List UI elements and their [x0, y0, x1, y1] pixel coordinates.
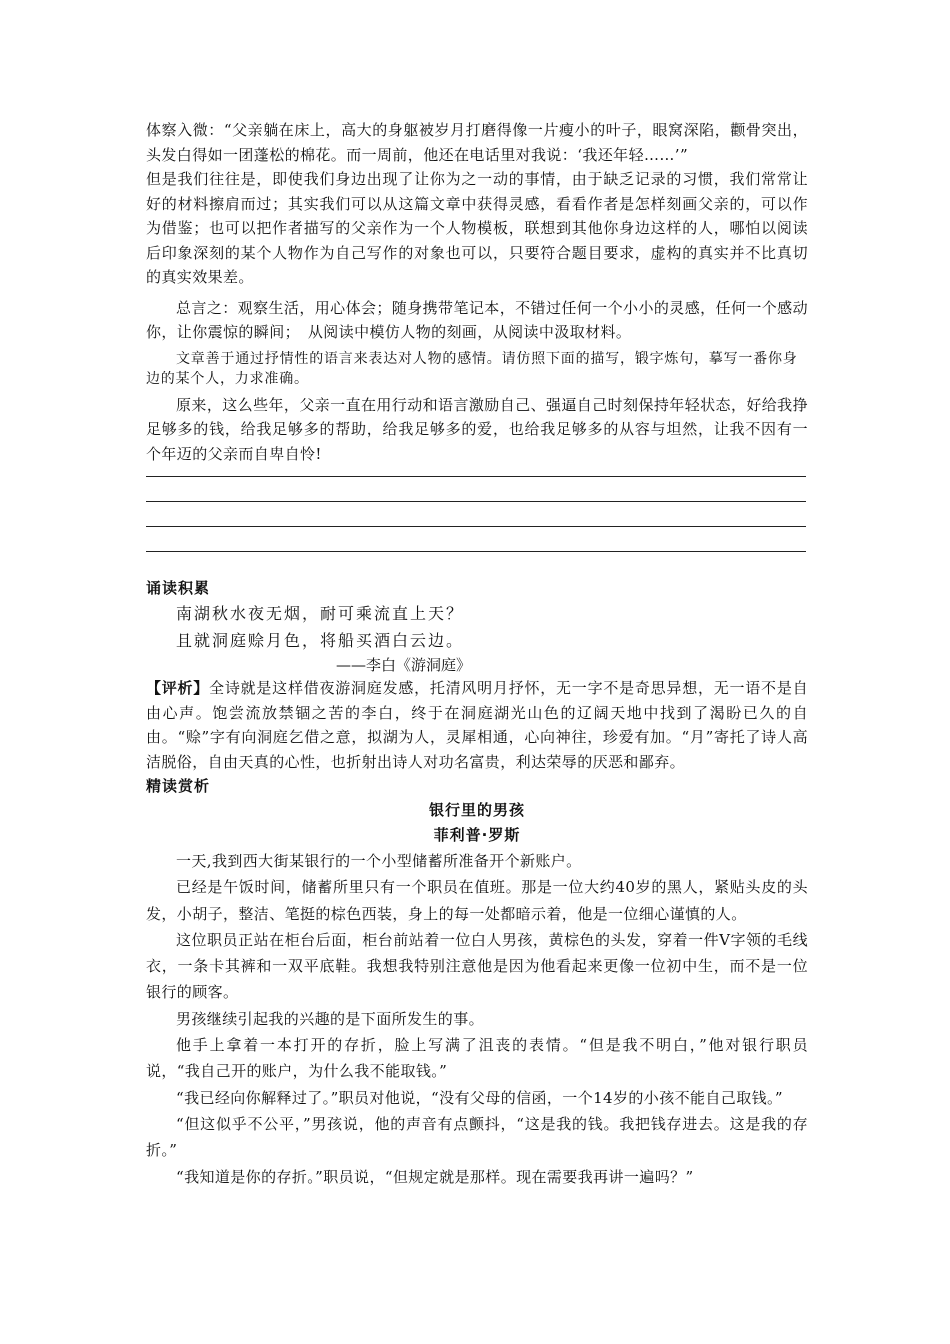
- story-author: 菲利普·罗斯: [433, 826, 521, 844]
- answer-line[interactable]: [146, 526, 806, 527]
- document-page: [146, 118, 808, 1190]
- story-body: [146, 848, 808, 1190]
- poem-line-2: 且就洞庭赊月色，将船买酒白云边。: [176, 631, 465, 650]
- story-paragraph: 已经是午饭时间，储蓄所里只有一个职员在值班。那是一位大约40岁的黑人，紧贴头皮的头发，小胡子，整洁、笔挺的棕色西装，身上的每一处都暗示着，他是一位细心谨慎的人。: [146, 878, 808, 923]
- answer-line[interactable]: [146, 501, 806, 502]
- story-paragraph: “但这似乎不公平，”男孩说，他的声音有点颤抖，“这是我的钱。我把钱存进去。这是我的存折。”: [146, 1114, 808, 1160]
- poem-attribution: ——李白《游洞庭》: [336, 656, 472, 674]
- story-paragraph: “我已经向你解释过了。”职员对他说，“没有父母的信函，一个14岁的小孩不能自己取钱。”: [176, 1088, 783, 1107]
- exercise-sample: 原来，这么些年，父亲一直在用行动和语言激励自己、强逼自己时刻保持年轻状态，好给我挣足够多的钱，给我足够多的帮助，给我足够多的爱，也给我足够多的从容与坦然，让我不因有一个年迈的父亲而自卑自怜!: [146, 395, 808, 463]
- analysis-tag: 【评析】: [146, 679, 210, 697]
- poem-analysis: [146, 676, 808, 774]
- answer-line[interactable]: [146, 551, 806, 552]
- intensive-heading: 精读赏析: [146, 777, 211, 795]
- story-paragraph: 一天,我到西大街某银行的一个小型储蓄所准备开个新账户。: [176, 852, 582, 870]
- reflection-paragraph-3: 总言之：观察生活，用心体会；随身携带笔记本，不错过任何一个小小的灵感，任何一个感动你，让你震惊的瞬间； 从阅读中模仿人物的刻画，从阅读中汲取材料。: [146, 298, 808, 341]
- analysis-text: 全诗就是这样借夜游洞庭发感，托清风明月抒怀，无一字不是奇思异想，无一语不是自由心声。饱尝流放禁锢之苦的李白，终于在洞庭湖光山色的辽阔天地中找到了渴盼已久的自由。“赊”字有向洞庭乞借之意，拟湖为人，灵犀相通，心向神往，珍爱有加。“月”寄托了诗人高洁脱俗，自由天真的心性，也折射出诗人对功名富贵，利达荣辱的厌恶和鄙弃。: [146, 679, 808, 771]
- answer-lines: [146, 476, 808, 552]
- reflection-paragraph-2: 但是我们往往是，即使我们身边出现了让你为之一动的事情，由于缺乏记录的习惯，我们常常让好的材料擦肩而过；其实我们可以从这篇文章中获得灵感，看看作者是怎样刻画父亲的，可以作为借鉴；也可以把作者描写的父亲作为一个人物模板，联想到其他你身边这样的人，哪怕以阅读后印象深刻的某个人物作为自己写作的对象也可以，只要符合题目要求，虚构的真实并不比真切的真实效果差。: [146, 170, 808, 286]
- story-paragraph: 这位职员正站在柜台后面，柜台前站着一位白人男孩，黄棕色的头发，穿着一件V字领的毛线衣，一条卡其裤和一双平底鞋。我想我特别注意他是因为他看起来更像一位初中生，而不是一位银行的顾客。: [146, 930, 808, 1002]
- poem-line-1: 南湖秋水夜无烟，耐可乘流直上天？: [176, 604, 465, 623]
- exercise-instruction: 文章善于通过抒情性的语言来表达对人物的感情。请仿照下面的描写，锻字炼句，摹写一番你身边的某个人，力求准确。: [146, 350, 798, 387]
- reflection-paragraph-1: 体察入微：“父亲躺在床上，高大的身躯被岁月打磨得像一片瘦小的叶子，眼窝深陷，颧骨突出，头发白得如一团蓬松的棉花。而一周前，他还在电话里对我说：‘我还年轻……’”: [146, 121, 808, 164]
- story-paragraph: “我知道是你的存折。”职员说，“但规定就是那样。现在需要我再讲一遍吗？”: [176, 1167, 694, 1186]
- story-paragraph: 男孩继续引起我的兴趣的是下面所发生的事。: [176, 1009, 485, 1028]
- recite-heading: 诵读积累: [146, 579, 211, 597]
- story-title: 银行里的男孩: [428, 801, 525, 819]
- answer-line[interactable]: [146, 476, 806, 477]
- story-paragraph: 他手上拿着一本打开的存折，脸上写满了沮丧的表情。“但是我不明白，”他对银行职员说，“我自己开的账户，为什么我不能取钱。”: [146, 1036, 808, 1081]
